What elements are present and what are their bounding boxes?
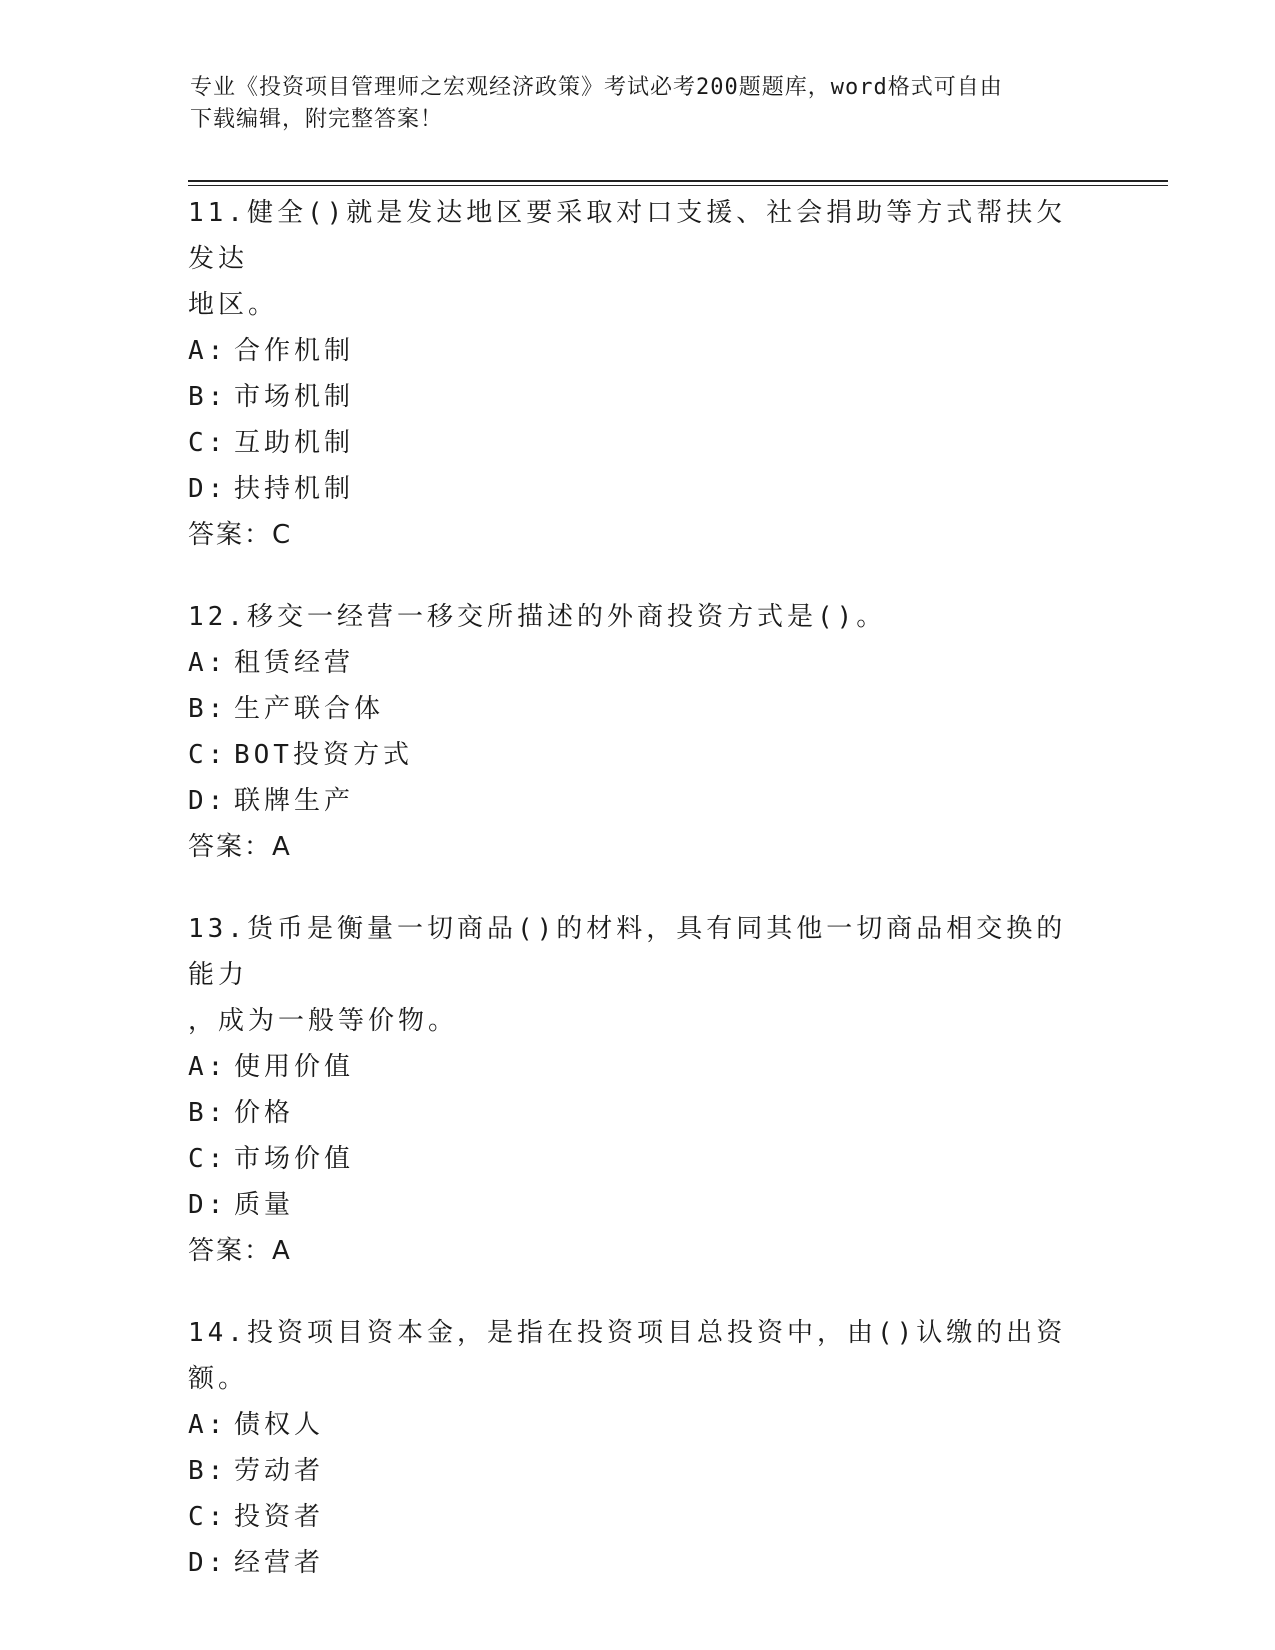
question-stem-line: 12.移交一经营一移交所描述的外商投资方式是()。	[188, 602, 887, 632]
header-divider-thin	[188, 185, 1168, 186]
option-a	[188, 1402, 1088, 1448]
answer-line: 答案：A	[188, 832, 292, 862]
option-text: 互助机制	[234, 428, 355, 458]
option-c	[188, 1494, 1088, 1540]
header-line-2: 下载编辑，附完整答案！	[190, 107, 444, 132]
option-text: 市场机制	[234, 382, 355, 412]
option-letter: C:	[188, 428, 228, 458]
option-letter: A:	[188, 648, 228, 678]
question-12	[188, 594, 1088, 870]
option-d	[188, 466, 1088, 512]
header-line-1: 专业《投资项目管理师之宏观经济政策》考试必考200题题库，word格式可自由	[190, 75, 1003, 100]
option-text: BOT投资方式	[234, 740, 413, 770]
option-letter: A:	[188, 336, 228, 366]
question-stem	[188, 190, 1088, 328]
option-letter: B:	[188, 1098, 228, 1128]
question-stem-line: 14.投资项目资本金，是指在投资项目总投资中，由()认缴的出资额。	[188, 1318, 1067, 1394]
question-14	[188, 1310, 1088, 1586]
option-letter: C:	[188, 1502, 228, 1532]
option-a	[188, 640, 1088, 686]
option-a	[188, 328, 1088, 374]
option-letter: B:	[188, 382, 228, 412]
option-text: 劳动者	[234, 1456, 325, 1486]
option-b	[188, 1448, 1088, 1494]
answer-line: 答案：C	[188, 520, 293, 550]
option-a	[188, 1044, 1088, 1090]
option-letter: D:	[188, 474, 228, 504]
option-letter: C:	[188, 1144, 228, 1174]
option-d	[188, 1182, 1088, 1228]
option-d	[188, 1540, 1088, 1586]
option-b	[188, 1090, 1088, 1136]
option-b	[188, 374, 1088, 420]
question-stem	[188, 594, 1088, 640]
option-text: 合作机制	[234, 336, 355, 366]
option-b	[188, 686, 1088, 732]
option-text: 债权人	[234, 1410, 325, 1440]
question-stem-line: ，成为一般等价物。	[188, 1006, 459, 1036]
header-divider-thick	[188, 180, 1168, 182]
option-text: 使用价值	[234, 1052, 355, 1082]
option-letter: D:	[188, 1548, 228, 1578]
option-text: 扶持机制	[234, 474, 355, 504]
option-text: 市场价值	[234, 1144, 355, 1174]
option-text: 质量	[234, 1190, 295, 1220]
option-letter: B:	[188, 694, 228, 724]
answer-line: 答案：A	[188, 1236, 292, 1266]
option-text: 生产联合体	[234, 694, 385, 724]
option-letter: A:	[188, 1410, 228, 1440]
question-stem	[188, 906, 1088, 1044]
option-text: 价格	[234, 1098, 295, 1128]
option-letter: D:	[188, 1190, 228, 1220]
option-d	[188, 778, 1088, 824]
question-stem-line: 13.货币是衡量一切商品()的材料，具有同其他一切商品相交换的能力	[188, 914, 1067, 990]
question-stem-line: 地区。	[188, 290, 279, 320]
option-text: 经营者	[234, 1548, 325, 1578]
option-letter: D:	[188, 786, 228, 816]
question-list	[188, 190, 1088, 1622]
option-text: 投资者	[234, 1502, 325, 1532]
option-text: 租赁经营	[234, 648, 355, 678]
question-13	[188, 906, 1088, 1274]
question-stem	[188, 1310, 1088, 1402]
option-letter: C:	[188, 740, 228, 770]
question-11	[188, 190, 1088, 558]
option-letter: A:	[188, 1052, 228, 1082]
question-stem-line: 11.健全()就是发达地区要采取对口支援、社会捐助等方式帮扶欠发达	[188, 198, 1067, 274]
document-header	[190, 72, 1090, 136]
option-letter: B:	[188, 1456, 228, 1486]
option-c	[188, 420, 1088, 466]
option-c	[188, 732, 1088, 778]
option-text: 联牌生产	[234, 786, 355, 816]
option-c	[188, 1136, 1088, 1182]
